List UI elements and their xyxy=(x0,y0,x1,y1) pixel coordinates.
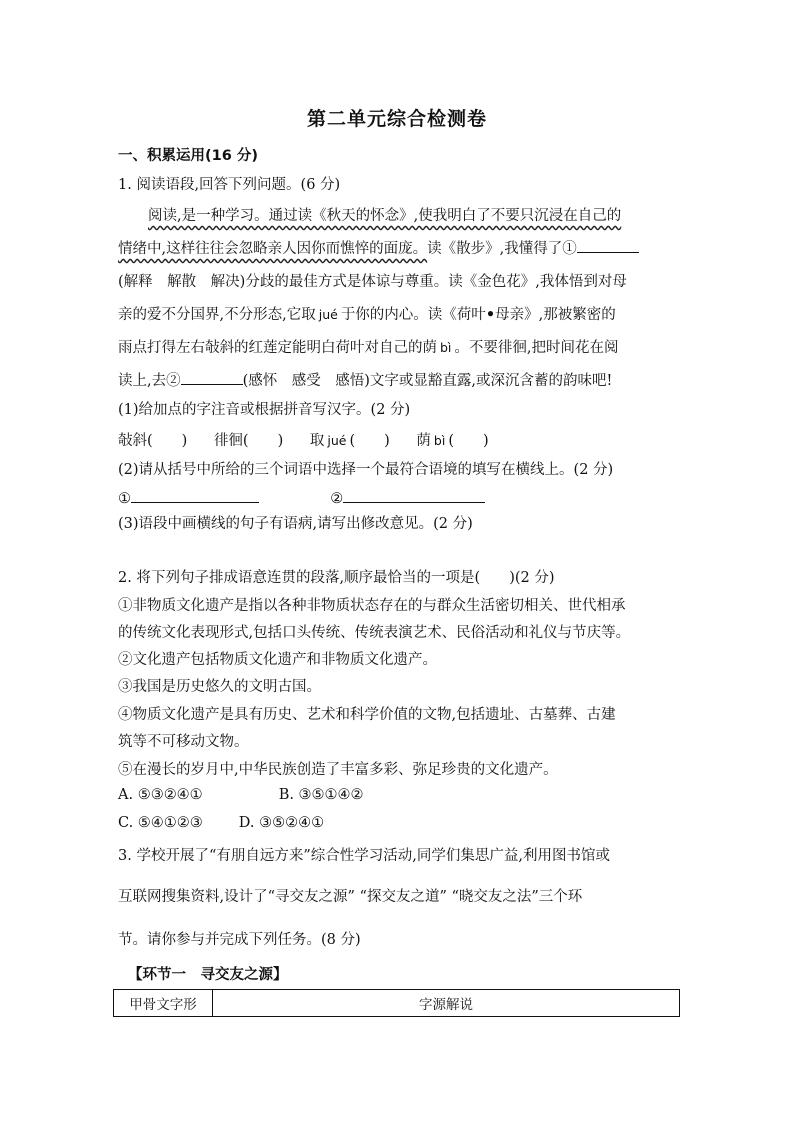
passage-text: 斜的红莲定能明白荷叶对自己的荫 xyxy=(219,340,437,356)
underlined-sentence-part2: 情绪中,这样往往会忽略亲人因你而憔悴的面庞。 xyxy=(118,241,428,257)
q3-line-3: 节。请你参与并完成下列任务。(8 分) xyxy=(118,932,361,948)
passage-text: (感怀 感受 感悟)文字或显豁直露,或深沉含蓄的韵味吧! xyxy=(242,373,613,389)
q2-sentence-line: 的传统文化表现形式,包括口头传统、传统表演艺术、民俗活动和礼仪与节庆等。 xyxy=(118,625,631,641)
answer-line-2[interactable] xyxy=(343,488,485,503)
dotted-char: 徘 xyxy=(497,340,513,356)
q3-line-1: 3. 学校开展了“有朋自远方来”综合性学习活动,同学们集思广益,利用图书馆或 xyxy=(118,848,610,864)
option-d[interactable]: D. ③⑤②④① xyxy=(238,815,325,831)
q1-subquestion-3: (3)语段中画横线的句子有语病,请写出修改意见。(2 分) xyxy=(118,516,473,532)
passage-text: 于你的内心。读《荷叶 xyxy=(340,307,486,323)
q2-options-row-2 xyxy=(118,815,324,831)
step-heading: 【环节一 寻交友之源】 xyxy=(128,967,288,983)
q1-passage-line-1 xyxy=(148,204,621,225)
answer-blank-1[interactable] xyxy=(577,238,639,253)
page-title: 第二单元综合检测卷 xyxy=(306,108,487,130)
answer-paren[interactable]: ( ) xyxy=(349,433,390,449)
q2-sentence-line: ①非物质文化遗产是指以各种非物质状态存在的与群众生活密切相关、世代相承 xyxy=(118,598,626,614)
option-b[interactable]: B. ③⑤①④② xyxy=(278,787,364,803)
q2-options-row-1 xyxy=(118,787,364,803)
item-qu: 取 xyxy=(309,433,325,449)
section-heading: 一、积累运用(16 分) xyxy=(118,148,258,164)
table-header-glyph: 甲骨文字形 xyxy=(114,990,213,1017)
q2-sentence-line: ⑤在漫长的岁月中,中华民族创造了丰富多彩、弥足珍贵的文化遗产。 xyxy=(118,762,558,778)
q2-sentence-line: 筑等不可移动文物。 xyxy=(118,734,249,750)
q2-sentence-line: ③我国是历史悠久的文明古国。 xyxy=(118,679,321,695)
q2-sentence-line: ④物质文化遗产是具有历史、艺术和科学价值的文物,包括遗址、古墓葬、古建 xyxy=(118,707,616,723)
answer-paren[interactable]: ( ) xyxy=(448,433,489,449)
item-qixie: 敧斜( ) xyxy=(118,433,188,449)
pinyin-bi: bì xyxy=(440,340,452,355)
passage-text: 读上,去② xyxy=(118,373,181,389)
passage-text: 。不要 xyxy=(454,340,498,356)
q1-passage-line-3: (解释 解散 解决)分歧的最佳方式是体谅与尊重。读《金色花》,我体悟到对母 xyxy=(118,274,627,290)
passage-text: 雨点打得左右 xyxy=(118,340,205,356)
item-paihuai: 徘徊( ) xyxy=(213,433,284,449)
option-c[interactable]: C. ⑤④①②③ xyxy=(118,815,203,831)
answer-blank-2[interactable] xyxy=(181,370,243,385)
table-header-row xyxy=(114,990,680,1017)
dotted-char: 敧 xyxy=(205,340,220,356)
pinyin-bi: bì xyxy=(433,433,446,448)
passage-text: 读《散步》,我懂得了① xyxy=(427,241,577,257)
pinyin-jue: jué xyxy=(327,433,347,448)
q1-s1-items xyxy=(118,429,489,450)
q1-subquestion-1: (1)给加点的字注音或根据拼音写汉字。(2 分) xyxy=(118,402,411,418)
q3-line-2: 互联网搜集资料,设计了“寻交友之源” “探交友之道” “晓交友之法”三个环 xyxy=(118,889,583,905)
q1-passage-line-4 xyxy=(118,303,616,324)
middle-dot: • xyxy=(485,306,496,323)
q1-passage-line-5 xyxy=(118,336,619,357)
table-header-explanation: 字源解说 xyxy=(213,990,680,1017)
q1-subquestion-2: (2)请从括号中所给的三个词语中选择一个最符合语境的填写在横线上。(2 分) xyxy=(118,462,614,478)
answer-line-1[interactable] xyxy=(131,488,259,503)
passage-text: 亲的爱不分国界,不分形态,它取 xyxy=(118,307,316,323)
passage-text: 徊,把时间花在阅 xyxy=(512,340,619,356)
option-a[interactable]: A. ⑤③②④① xyxy=(118,787,203,803)
q1-s2-blanks xyxy=(118,488,485,507)
q2-heading: 2. 将下列句子排成语意连贯的段落,顺序最恰当的一项是( )(2 分) xyxy=(118,570,555,586)
source-table xyxy=(113,989,680,1017)
q2-sentence-line: ②文化遗产包括物质文化遗产和非物质文化遗产。 xyxy=(118,652,437,668)
underlined-sentence-part1: 阅读,是一种学习。通过读《秋天的怀念》,使我明白了不要只沉浸在自己的 xyxy=(148,208,622,224)
q1-passage-line-6 xyxy=(118,369,612,390)
q1-passage-line-2 xyxy=(118,237,639,258)
blank-label-2: ② xyxy=(330,491,344,507)
q1-heading: 1. 阅读语段,回答下列问题。(6 分) xyxy=(118,177,341,193)
item-yin: 荫 xyxy=(416,433,431,449)
blank-label-1: ① xyxy=(118,491,131,507)
passage-text: 母亲》,那被繁密的 xyxy=(495,307,616,323)
pinyin-jue: jué xyxy=(318,307,338,322)
